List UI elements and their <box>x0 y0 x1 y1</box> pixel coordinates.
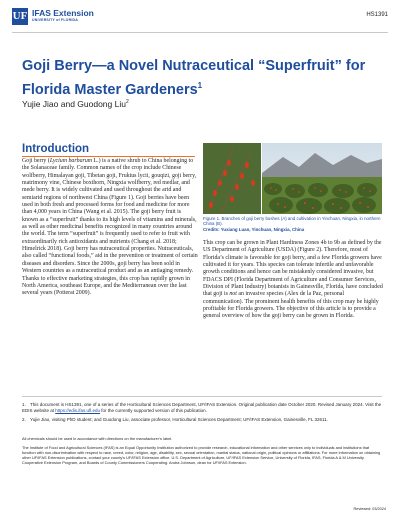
document-title <box>22 57 382 100</box>
scientific-name: Lycium barbarum <box>49 158 93 164</box>
logo-subtitle: UNIVERSITY of FLORIDA <box>32 18 78 22</box>
document-id: HS1391 <box>366 12 388 18</box>
intro-text-2: This crop can be grown in Plant Hardiness Zones 4b to 9b as defined by the US Department of Agriculture (USDA) (Figure 2). Therefore, most of Florida’s climate is favorable for goji berry, and a few Florida growers have cultivated it for years. This species can tolerate infertile and unfavorable growth conditions and hence can be mistakenly considered invasive, but FDACS DPI (Florida Department of Agriculture and Consumer Services, Division of Plant Industry) botanists in Gainesville, Florida, have concluded that goji is <box>203 240 383 298</box>
footnote-1-number: 1. <box>22 402 26 407</box>
intro-paragraph-2 <box>203 240 383 321</box>
logo-name: IFAS Extension <box>32 8 94 18</box>
footnote-2-text: Yujie Jiao, visiting PhD student; and Guodong Liu, associate professor, Horticultural Sciences Department; UF/IFAS Extension, Gainesville, FL 32611. <box>30 417 328 422</box>
intro-text-cont: L.) is a native shrub to China belonging to the Solanaceae family. Common names of the crop include Chinese wolfberry, Himalayan goji, Tibetan goji, Fruktus lycii, gouqizi, goji berry, matrimony vine, Chinese boxthorn, Ningxia wolfberry, red medlar, and mede berry. It is widely cultivated and used throughout the arid and semiarid regions of northwest China (Figure 1). Goji berries have been used in both fresh and processed forms for food and medicine for more than 4,000 years in China (Wang et al. 2015). The goji berry fruit is known as a “superfruit” thanks to its high levels of vitamins and minerals, as well as other medicinal benefits recognized in many countries around the world. The term “superfruit” is frequently used to refer to fruit with extraordinarily rich antioxidants and nutrients (Chang et al. 2018; Himelrick 2018). Goji berry has nutraceutical properties. Nutraceuticals, also called “functional foods,” aid in the prevention or treatment of certain diseases and disorders. Since the 2000s, goji berry has been sold in Western countries as a nutraceutical product and as an antiaging remedy. Thanks to effective marketing strategies, this crop has rapidly grown in North America, southeast Europe, and the Mediterranean over the last several years (Potterat 2009). <box>22 158 198 297</box>
figure-1-caption <box>203 216 382 232</box>
footnote-2 <box>22 417 382 423</box>
footnote-1-text: This document is HS1391, one of a series of the Horticultural Sciences Department, UF/IFAS Extension. Original publication date October 2020. Revised January 2024. Visit the EDIS website at <box>22 402 382 413</box>
goji-berry-photo-illustration <box>203 143 382 214</box>
fine-print <box>22 437 382 470</box>
intro-text-2-cont: an invasive species (Alex de la Paz, personal communication). The prominent health benefits of this crop may be highly profitable for Florida growers. The objective of this article is to provide a general overview of how the goji berry can be grown in Florida. <box>203 291 379 320</box>
ifas-equal-opportunity-statement: The Institute of Food and Agricultural Sciences (IFAS) is an Equal Opportunity Institution authorized to provide research, educational information and other services only to individuals and institutions that function with non-discrimination with respect to race, creed, color, religion, age, disability, sex, sexual orientation, marital status, national origin, political opinions or affiliations. For more information on obtaining other UF/IFAS Extension publications, contact your county’s UF/IFAS Extension office. U.S. Department of Agriculture, UF/IFAS Extension Service, University of Florida, IFAS, Florida A & M University Cooperative Extension Program, and Boards of County Commissioners Cooperating. Andra Johnson, dean for UF/IFAS Extension. <box>22 444 381 465</box>
reviewed-stamp: Reviewed: 03/2024 <box>353 507 386 511</box>
footnote-2-number: 2. <box>22 417 26 422</box>
edis-link[interactable]: https://edis.ifas.ufl.edu <box>55 407 101 413</box>
caption-credit: Credits: Yuxiang Luan, Yinchuan, Ningxia, China <box>203 226 305 232</box>
logo-text <box>32 8 94 23</box>
footnote-divider <box>22 396 382 397</box>
section-heading-introduction: Introduction <box>22 143 90 155</box>
uf-logo-mark: UF <box>12 8 28 25</box>
authors-text: Yujie Jiao and Guodong Liu <box>22 99 126 109</box>
footnotes <box>22 402 382 427</box>
header-divider <box>12 32 388 33</box>
footnote-1 <box>22 402 382 413</box>
intro-text: Goji berry ( <box>22 158 50 164</box>
emphasis-not: not <box>229 291 237 298</box>
page-header <box>12 8 388 30</box>
chemicals-notice: All chemicals should be used in accordance with directions on the manufacturer’s label. <box>22 436 173 441</box>
section-underline <box>22 156 195 157</box>
figure-1-photo <box>203 143 382 214</box>
uf-ifas-logo[interactable] <box>12 8 94 25</box>
title-footnote-mark: 1 <box>197 81 203 90</box>
caption-text: Figure 1. Branches of goji berry bushes (A) and cultivation in Yinchuan, Ningxia, in northern China (B). <box>203 216 381 227</box>
footnote-1-text-cont: for the currently supported version of this publication. <box>100 407 207 413</box>
intro-paragraph-1 <box>22 158 198 298</box>
authors-footnote-mark: 2 <box>125 99 129 106</box>
authors-line <box>22 99 129 109</box>
title-text: Goji Berry—a Novel Nutraceutical “Superfruit” for Florida Master Gardeners <box>22 58 366 98</box>
